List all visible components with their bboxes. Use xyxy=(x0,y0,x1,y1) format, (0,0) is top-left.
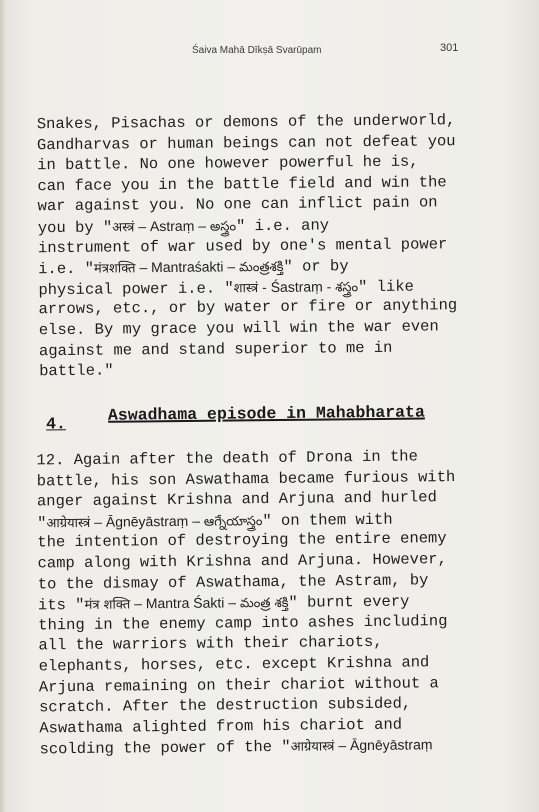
text-line: instrument of war used by one's mental power xyxy=(37,234,448,257)
page-header xyxy=(0,42,539,58)
section-title: Aswadhama episode in Mahabharata xyxy=(107,402,425,425)
dash: – xyxy=(194,217,210,234)
dash: - xyxy=(258,278,271,295)
dash: – xyxy=(188,512,204,529)
devanagari-term: आग्रेयास्त्रं xyxy=(290,739,335,756)
devanagari-term: मंत्रशक्ति xyxy=(93,261,136,277)
paragraph-1 xyxy=(37,110,502,382)
telugu-term: అస్త్రం xyxy=(209,219,237,235)
dash: – xyxy=(134,218,151,235)
line-text: you by " xyxy=(37,218,113,238)
text-line: battle." xyxy=(39,361,114,381)
transliterated-term: Mantra Śakti xyxy=(145,594,225,612)
text-line: 12. Again after the death of Drona in the xyxy=(36,447,418,470)
text-line: all the warriors with their chariots, xyxy=(38,633,383,655)
text-line: to the dismay of Aswathama, the Astram, by xyxy=(37,570,429,593)
dash: – xyxy=(90,513,106,530)
text-line: else. By my grace you will win the war even xyxy=(38,317,439,340)
text-line: Gandharvas or human beings can not defeat you xyxy=(36,131,456,154)
page-number: 301 xyxy=(440,42,459,54)
text-line: battle, his son Aswathama became furious with xyxy=(36,467,456,491)
transliterated-term: Astraṃ xyxy=(149,217,195,235)
page-edge-shadow xyxy=(0,0,6,812)
line-text: " burnt every xyxy=(288,592,410,612)
line-text: scolding the power of the " xyxy=(39,738,291,759)
text-line: Arjuna remaining on their chariot without a xyxy=(38,673,439,696)
text-line: elephants, horses, etc. except Krishna and xyxy=(38,653,430,676)
telugu-term: మంత్ర శక్తి xyxy=(239,595,289,612)
devanagari-term: मंत्र शक्ति xyxy=(84,597,131,614)
dash: – xyxy=(224,594,241,611)
text-line: against me and stand superior to me in xyxy=(38,338,393,360)
transliterated-term: Āgnēyāstraṃ xyxy=(105,512,189,530)
text-line: anger against Krishna and Arjuna and hurled xyxy=(36,488,437,511)
text-line: scratch. After the destruction subsided, xyxy=(38,694,412,717)
line-text: " like xyxy=(358,277,414,296)
transliterated-term: Mantraśakti xyxy=(151,258,224,276)
telugu-term: శస్త్రం xyxy=(335,279,359,296)
telugu-term: మంత్రశక్తి xyxy=(239,260,284,276)
line-text: physical power i.e. " xyxy=(38,279,234,299)
line-text: " or by xyxy=(283,257,349,277)
text-line: Snakes, Pisachas or demons of the underworld, xyxy=(36,111,456,134)
devanagari-term: आग्रेयास्त्रं xyxy=(46,515,91,532)
dash: – xyxy=(223,258,240,275)
telugu-term: ఆగ్నేయాస్త్రం xyxy=(203,513,263,530)
devanagari-term: अस्त्रं xyxy=(112,220,135,236)
text-line: in battle. No one however powerful he is, xyxy=(37,152,419,175)
dash: – xyxy=(334,737,351,754)
text-line xyxy=(39,734,501,759)
text-line: can face you in the battle field and win the xyxy=(37,173,447,196)
devanagari-term: शास्त्रं xyxy=(233,280,259,297)
transliterated-term: Āgnēyāstraṃ xyxy=(349,736,433,754)
line-text: " i.e. any xyxy=(235,216,330,236)
line-text: " xyxy=(37,514,47,533)
running-title: Śaiva Mahā Dīkṣā Svarūpam xyxy=(192,45,322,56)
line-text: its " xyxy=(37,596,85,615)
paragraph-2 xyxy=(36,446,501,760)
transliterated-term: Śastraṃ xyxy=(270,278,323,295)
text-line: arrows, etc., or by water or fire or anything xyxy=(38,296,458,319)
text-line: the intention of destroying the entire enemy xyxy=(37,529,447,552)
text-line: war against you. No one can inflict pain on xyxy=(37,193,438,216)
dash: – xyxy=(135,259,152,276)
text-line: Aswathama alighted from his chariot and xyxy=(39,715,403,738)
dash: – xyxy=(130,595,146,612)
line-text: " on them with xyxy=(262,510,393,530)
text-line: thing in the enemy camp into ashes including xyxy=(38,611,448,635)
dash: - xyxy=(322,278,336,295)
section-number: 4. xyxy=(45,414,66,434)
text-line: camp along with Krishna and Arjuna. However, xyxy=(37,550,447,573)
section-heading xyxy=(45,402,516,434)
line-text: i.e. " xyxy=(38,259,95,279)
